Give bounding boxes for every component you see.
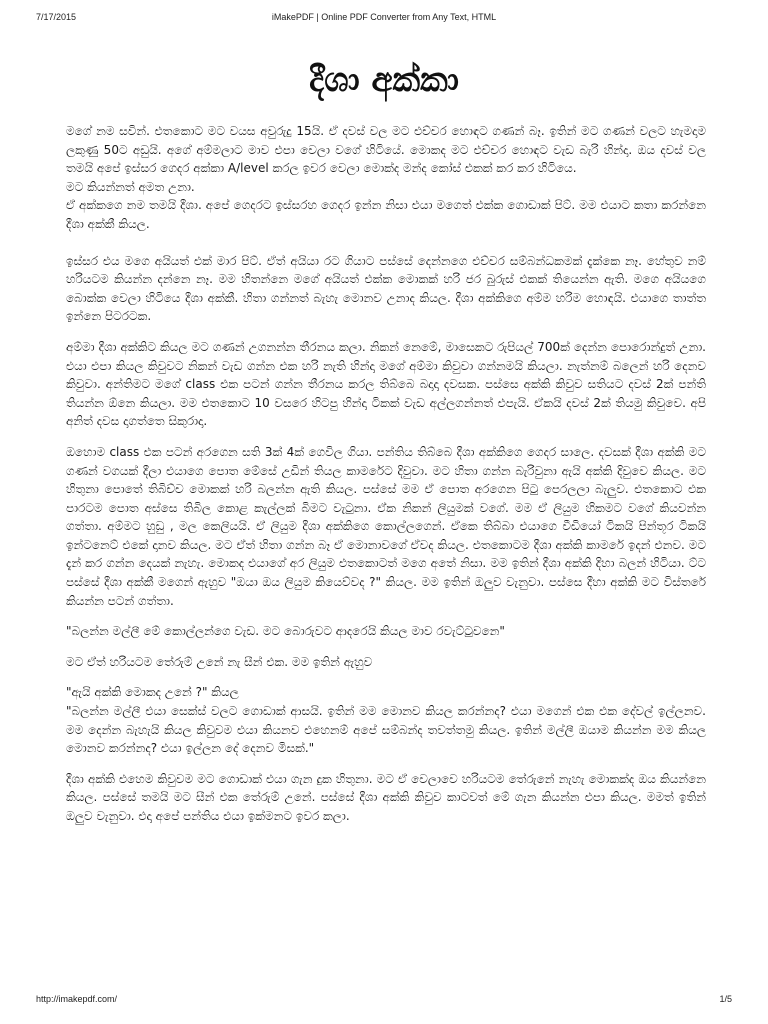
print-date: 7/17/2015 xyxy=(36,12,77,22)
document-body xyxy=(66,122,706,826)
page-number: 1/5 xyxy=(719,994,732,1004)
paragraph: මට කියන්නත් අමත උනා. xyxy=(66,179,195,194)
print-title: iMakePDF | Online PDF Converter from Any Text, HTML xyxy=(271,12,497,22)
print-header xyxy=(36,12,732,26)
paragraph: "ඇයි අක්කි මොකද උනේ ?" කියල xyxy=(66,685,239,700)
paragraph: "බලන්න මල්ලී එයා සෙක්ස් වලට ගොඩාක් ආසයි. ඉතින් මම මොනව කියල කරන්නද? එයා මගෙන් එක එක දේවල් ඉල්ලනව. මම දෙන්න බැහැයි කියල කිවුවම එයා කියනව එහෙනම් අපේ සම්බන්ද තවත්තමු කියල. ඉතින් මල්ලී ඔයාම කියන්න මම කියල මොනව කරන්නද? එයා ඉල්ලන දේ දෙනව මිසක්." xyxy=(66,704,706,756)
paragraph: අම්මා දීශා අක්කිට කියල මට ගණන් උගනන්න තීරනය කලා. නිකන් නෙමේ, මාසෙකට රුපියල් 700ක් දෙන්න පොරොන්දුත් උනා. එයා එපා කියල කිවුවට නිකන් වැඩ ගන්න එක හරි නැති හින්දා මගේ අම්මා කිවුවා ගන්නමයි කියලා. නැත්නම් බලෙන් හරි දෙනව කිවුවා. අන්තිමට මගේ class එක පටන් ගන්න තීරනය කරල තිබ්බෙ බදාදා දවසක. පස්සෙ අක්කි කිවුව සතියට දවස් 2ක් පන්ති තියන්න ඕනෙ කියලා. මම එතකොට 10 වසරෙ හිටපු හින්දා ටිකක් වැඩ අල්ලගන්නත් එපැයි. ඒකයි දවස් 2ක් තියමු කිවුවෙ. අපි අනිත් දවස දාගත්තෙ සිකුරාදා. xyxy=(66,339,706,429)
paragraph: ඔහොම class එක පටන් අරගෙන සති 3ක් 4ක් ගෙවිල ගියා. පන්තිය තිබ්බෙ දීශා අක්කිගෙ ගෙදර සාලෙ. දවසක් දීශා අක්කි මට ගණන් වගයක් දීලා එයාගෙ පොත මේසේ උඩින් තියල කාමරේට දිවුවා. මට හිතා ගන්න බැරිවුනා ඇයි අක්කි දිවුවෙ කියල. මට හිතුනා පොතේ තිබිච්ච මොකක් හරි බලන්න ඇති කියල. පස්සේ මම ඒ පොත අරගෙන පිටු පෙරලලා බැලුව. එතකොට එක පාරටම පොත අස්සෙ තිබිල කොළ කැල්ලක් බිමට වැටුනා. ඒක නිකන් ලියුමක් වගේ. මම ඒ ලියුම හිකමට වගේ කියවන්න ගත්තා. අම්මට හුඩු , මල කෙලියයි. ඒ ලියුම දීශා අක්කිගෙ කොල්ලගෙන්. ඒකෙ තිබ්බා එයාගෙ වීඩියෝ ටිකයි පින්තූර ටිකයි ඉන්ටනෙට් එකේ දානව කියල. මට ඒත් හිතා ගන්න බෑ ඒ මොනාවගේ ඒවද කියල. එතකොටම දීශා අක්කි කාමරේ ඉදන් එනව. මට දැන් කර ගන්න දෙයක් නැහැ. මොකද එයාගේ අර ලියුම එතකොටත් මගෙ අතේ නිසා. මම ඉතින් දීශා අක්කි දිහා බලන් හිටියා. ට්ට පස්සේ දීශා අක්කී මගෙන් ඇහුව "ඔයා ඔය ලියුම කියෙව්වද ?" කියල. මම ඉතින් ඔලුව වැනුවා. පස්සෙ දීහා අක්කි මට විස්තරේ කියන්න පටන් ගත්තා. xyxy=(66,444,707,608)
paragraph: මට ඒත් හරියටම තේරුම් උනේ නැ සීන් එක. මම ඉතින් ඇහුව xyxy=(66,654,373,669)
footer-url: http://imakepdf.com/ xyxy=(36,994,118,1004)
paragraph: "බලන්න මල්ලී මේ කොල්ලන්ගෙ වැඩ. මට බොරුවට ආදරෙයි කියල මාව රවැට්ටුවනෙ" xyxy=(66,624,505,639)
paragraph: දීශා අක්කි එහෙම කිවුවම මට ගොඩාක් එයා ගැන දුක හිතුනා. මට ඒ වෙලාවෙ හරියටම තේරුනේ නැහැ මොකක්ද ඔය කියන්නෙ කියල. පස්සේ තමයි මට සීන් එක තේරුම් උනේ. පස්සේ දීශා අක්කි කිවුව කාටවත් මේ ගැන කියන්න එපා කියල. මමත් ඉතින් ඔලුව වැනුවා. එදා අපේ පන්තිය එයා ඉක්මනට ඉවර කලා. xyxy=(66,771,706,823)
paragraph: ඉස්සර එය මගෙ අයියත් එක් මාර පිට්. ඒත් අයියා රට ගියාට පස්සේ දෙන්නගෙ එච්චර සම්බන්ධකමක් දැක්කෙ නෑ. හේතුව නම් හරියටම කියන්න දන්නෙ නෑ. මම හිතන්නෙ මගේ අයියත් එක්ක මොකක් හරි ජර බුරුස් එකක් තියෙන්න ඇති. මගෙ අයියගෙ බොක්ක වෙලා හිටියෙ දීශා අක්කී. හිතා ගන්නත් බැහැ මොනව උනාද කියල. දීශා අක්කිගෙ අම්ම හරිම හොඳයි. එයාගෙ තාත්ත ඉන්නෙ පිටරටක. xyxy=(66,253,706,324)
document-title: දීශා අක්කා xyxy=(309,60,459,100)
paragraph: මගේ නම සවින්. එතකොට මට වයස අවුරුදු 15යි. ඒ දවස් වල මට එච්චර හොඳට ගණන් බෑ. ඉතින් මට ගණන් වලට හැමදාම ලකුණු 50ට අඩුයි. අගේ අම්මලාට මාව එපා වෙලා වගේ හිටියේ. මොකද මට එච්චර හොඳට වැඩ බැරි හින්දා. ඔය දවස් වල තමයි අපේ ඉස්සර ගෙදර අක්කා A/level කරල ඉවර වෙලා මොක්ද මන්ද කෝස් එකක් කර කර හිටියෙ. xyxy=(66,124,706,176)
paragraph: ඒ අක්කගෙ නම තමයි දීශා. අපේ ගෙදරට ඉස්සරහ ගෙදර ඉන්න නිසා එයා මගෙත් එක්ක ගොඩාක් පිට්. මම එයාට කතා කරන්නෙ දීශා අක්කී කියල. xyxy=(66,198,706,231)
print-footer xyxy=(36,994,732,1008)
